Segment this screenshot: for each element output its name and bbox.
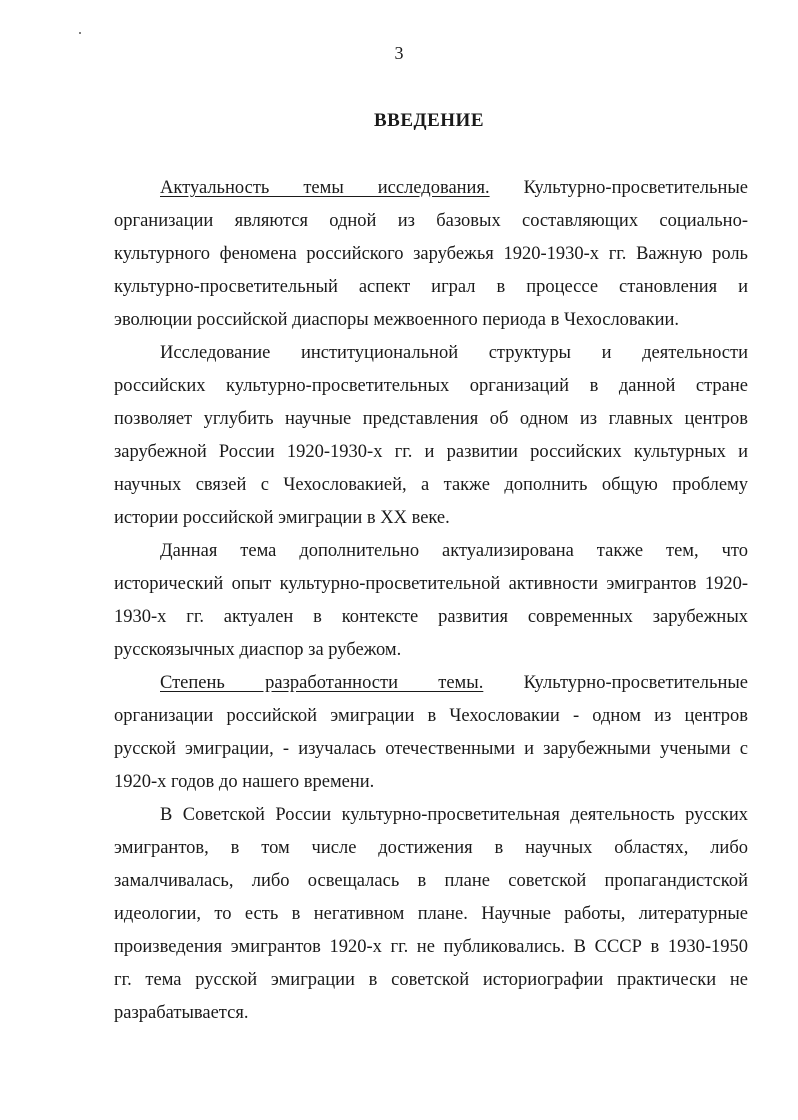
- text-line: эмигрантов, в том числе достижения в научных областях, либо: [114, 838, 748, 858]
- text-line: Степень разработанности темы. Культурно-просветительные: [160, 673, 749, 693]
- text-line: Данная тема дополнительно актуализирована также тем, что: [160, 541, 748, 561]
- section-heading: ВВЕДЕНИЕ: [374, 110, 484, 131]
- underlined-lead: Актуальность темы исследования.: [160, 178, 490, 198]
- text-line: произведения эмигрантов 1920-х гг. не публиковались. В СССР в 1930-1950: [114, 937, 748, 957]
- text-line: русской эмиграции, - изучалась отечественными и зарубежными учеными с: [114, 739, 748, 759]
- text-line: российских культурно-просветительных организаций в данной стране: [114, 376, 748, 396]
- text-line: разрабатывается.: [114, 1003, 249, 1023]
- underlined-lead: Степень разработанности темы.: [160, 673, 484, 693]
- text-line: организации являются одной из базовых составляющих социально-: [114, 211, 748, 231]
- text-line: 1930-х гг. актуален в контексте развития современных зарубежных: [114, 607, 748, 627]
- text-line: культурного феномена российского зарубежья 1920-1930-х гг. Важную роль: [114, 244, 748, 264]
- text-line: Исследование институциональной структуры и деятельности: [160, 343, 748, 363]
- text-line: В Советской России культурно-просветительная деятельность русских: [160, 805, 748, 825]
- text-line: исторический опыт культурно-просветительной активности эмигрантов 1920-: [114, 574, 748, 594]
- text-line: научных связей с Чехословакией, а также дополнить общую проблему: [114, 475, 748, 495]
- scan-speck: [79, 32, 81, 34]
- text-line: замалчивалась, либо освещалась в плане советской пропагандистской: [114, 871, 748, 891]
- text-line: истории российской эмиграции в XX веке.: [114, 508, 450, 528]
- text-line: идеологии, то есть в негативном плане. Научные работы, литературные: [114, 904, 748, 924]
- text-line: Актуальность темы исследования. Культурно-просветительные: [160, 178, 748, 198]
- text-line: русскоязычных диаспор за рубежом.: [114, 640, 402, 660]
- page-number: 3: [394, 43, 404, 63]
- text-line: гг. тема русской эмиграции в советской историографии практически не: [114, 970, 748, 990]
- text-line: позволяет углубить научные представления об одном из главных центров: [114, 409, 748, 429]
- text-line: организации российской эмиграции в Чехословакии - одном из центров: [114, 706, 748, 726]
- text-line: эволюции российской диаспоры межвоенного периода в Чехословакии.: [114, 310, 680, 330]
- body-text: [114, 172, 748, 1030]
- text-line: культурно-просветительный аспект играл в процессе становления и: [114, 277, 748, 297]
- text-line: 1920-х годов до нашего времени.: [114, 772, 375, 792]
- text-line: зарубежной России 1920-1930-х гг. и развитии российских культурных и: [114, 442, 748, 462]
